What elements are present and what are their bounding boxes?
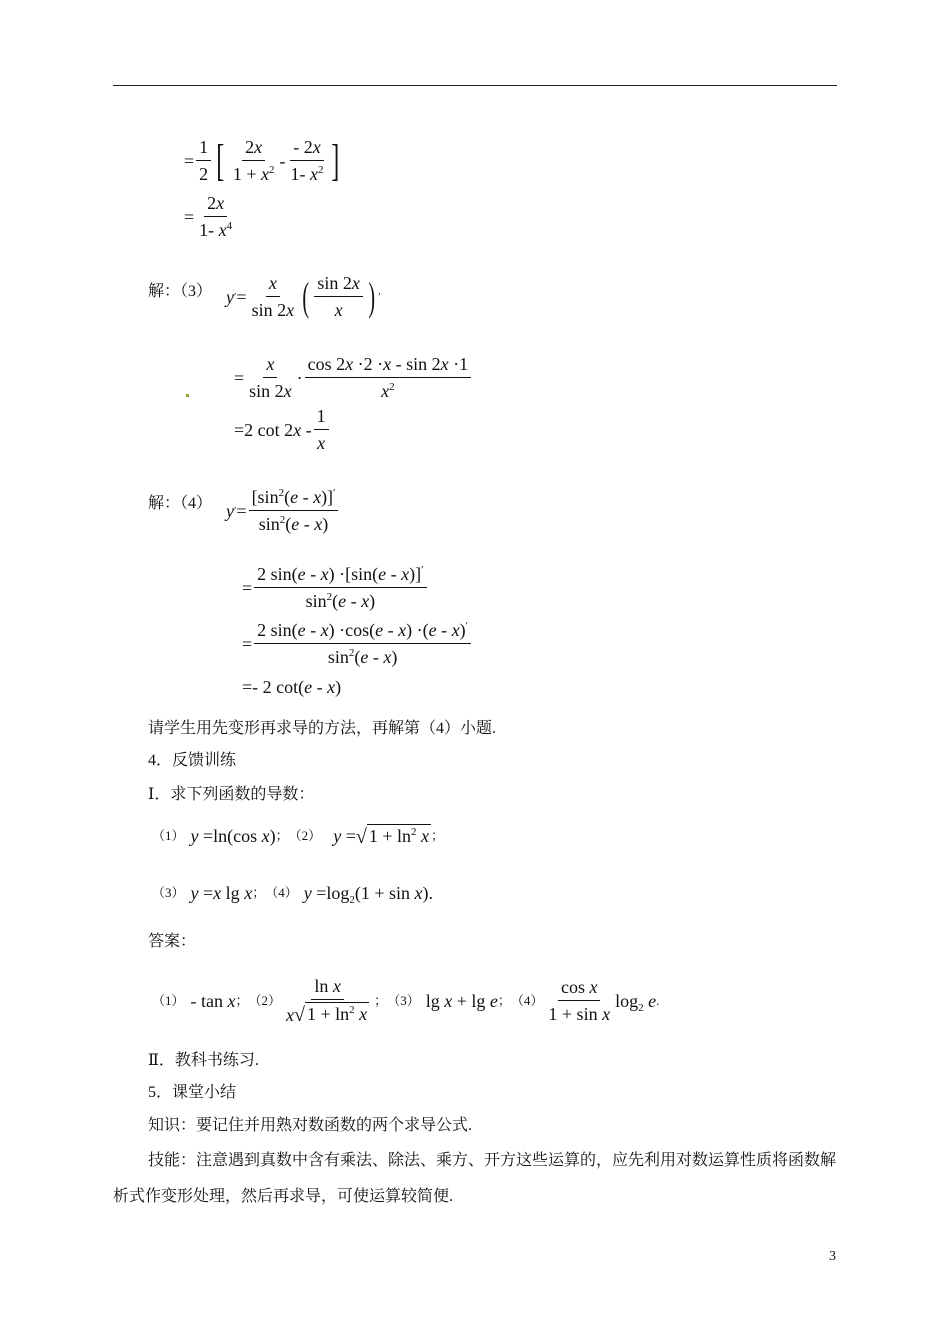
skill-line-2: 析式作变形处理，然后再求导，可使运算较简便.	[113, 1188, 454, 1205]
solution-3-step-1: y ′ = $\frac{x}{\sin 2x}$ ( $\frac{\sin 2x}{x}$ ) ′	[226, 273, 381, 320]
answer-label-1: （1）	[152, 992, 185, 1008]
sep: ；	[430, 827, 444, 843]
page-number: 3	[829, 1249, 836, 1264]
exercise-row-1: （1） y =ln(cos x) ； （2） y = √ $1 + \ln^2 x$ ；	[152, 825, 444, 848]
solution-3-label: 解：（3）	[148, 283, 213, 300]
solution-4-step-2: = $\frac{2 \sin(e - x) \cdot[\sin(e - x)]'}{\sin^2(e - x)}$	[242, 563, 429, 612]
equation-line-2: = $\frac{2x}{1- x^4}$	[184, 193, 233, 240]
solution-4-step-3: = $\frac{2 \sin(e - x) \cdot\cos(e - x) \cdot(e - x)'}{\sin^2(e - x)}$	[242, 619, 473, 668]
stray-dot	[186, 394, 189, 397]
sep: ；	[275, 827, 289, 843]
task-2-heading: Ⅱ．教科书练习.	[148, 1052, 259, 1069]
answer-label: 答案：	[148, 933, 197, 950]
solution-3-step-3: =2 cot 2x - $\frac{1}{x}$	[234, 405, 331, 454]
solution-4-step-1: y ′ = $\frac{[\sin^2(e - x)]'}{\sin^2(e - x)}$	[226, 486, 340, 535]
task-1-heading: Ⅰ．求下列函数的导数：	[148, 786, 315, 803]
feedback-heading: 4．反馈训练	[148, 752, 237, 769]
answers-row: （1） - tan x ； （2） ln x x √ $1 + \ln^2 x$ ； （3） lg x + lg e ； （4） $\frac{\text{cos x}}{\text{1 + sin x}}$ $\log_2 e$ .	[152, 976, 660, 1026]
sep: ；	[374, 992, 388, 1008]
header-rule	[113, 85, 837, 86]
solution-4-label: 解：（4）	[148, 495, 213, 512]
exercise-row-2: （3） y =x lg x ； （4） $y =\log_2(1 + \sin x)$.	[152, 883, 434, 906]
label-2: （2）	[288, 827, 322, 843]
answer-label-3: （3）	[387, 992, 420, 1008]
label-3: （3）	[152, 885, 185, 900]
sep: ；	[235, 992, 249, 1008]
practice-note: 请学生用先变形再求导的方法，再解第（4）小题.	[148, 720, 497, 737]
label-1: （1）	[152, 827, 185, 843]
sep: ；	[497, 992, 511, 1008]
period: .	[656, 992, 660, 1008]
skill-line-1: 技能：注意遇到真数中含有乘法、除法、乘方、开方这些运算的，应先利用对数运算性质将函数解	[148, 1152, 837, 1169]
sep: ；	[252, 885, 266, 900]
answer-label-2: （2）	[248, 992, 282, 1008]
knowledge-line: 知识：要记住并用熟对数函数的两个求导公式.	[148, 1117, 473, 1134]
equation-line-1: = $\frac{1}{2}$ [ $\frac{2x}{1 + x^2}$ - $\frac{- 2x}{1- x^2}$ ]	[184, 135, 340, 185]
solution-3-step-2: = $\frac{x}{\sin 2x}$ · $\frac{\cos 2x \cdot 2 \cdot x - \sin 2x \cdot 1}{x^2}$	[234, 353, 473, 402]
solution-4-step-4: =- 2 cot(e - x)	[242, 677, 342, 697]
label-4: （4）	[265, 885, 298, 900]
answer-label-4: （4）	[510, 992, 544, 1008]
summary-heading: 5．课堂小结	[148, 1084, 237, 1101]
